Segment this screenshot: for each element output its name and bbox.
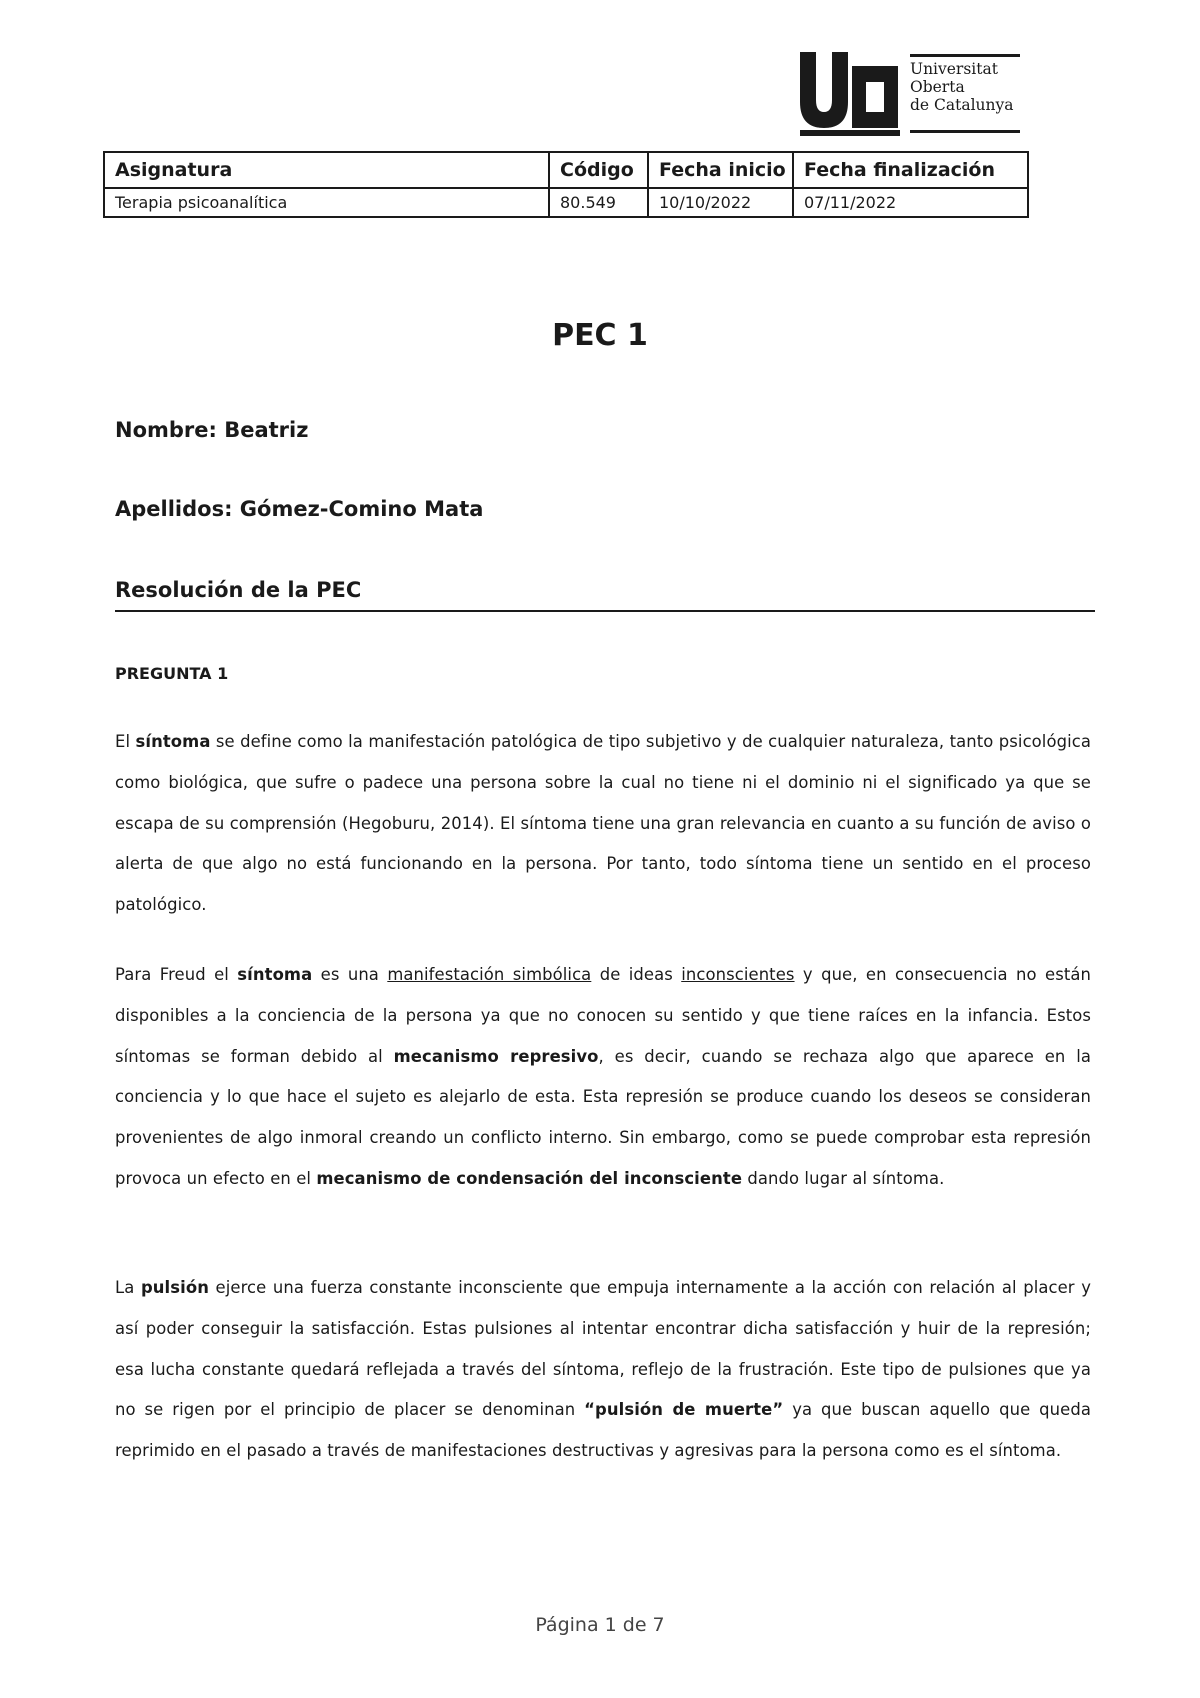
paragraph-1 xyxy=(115,722,1091,926)
cell-fecha-finalizacion: 07/11/2022 xyxy=(793,188,1028,217)
p3-bold-pulsion-muerte: “pulsión de muerte” xyxy=(584,1400,784,1420)
uoc-logo-mark xyxy=(800,52,900,136)
p1-bold-sintoma: síntoma xyxy=(135,732,211,751)
section-heading: Resolución de la PEC xyxy=(115,578,1095,612)
logo-line-3: de Catalunya xyxy=(910,96,1014,114)
question-label: PREGUNTA 1 xyxy=(115,664,229,683)
p3-text-c: ejerce una fuerza constante inconsciente que empuja internamente a la acción con relación al placer y así poder conseguir la satisfacción. Estas pulsiones al intentar encontrar dicha satisfacción y huir de la represión; esa lucha constante quedará reflejada a través del síntoma, reflejo de la frustración. Este tipo de pulsiones que ya no se rigen por el principio de placer se denominan xyxy=(115,1278,1092,1420)
paragraph-2 xyxy=(115,955,1091,1200)
document-title: PEC 1 xyxy=(552,318,648,353)
header-codigo: Código xyxy=(549,152,648,188)
p2-bold-mecanismo-represivo: mecanismo represivo xyxy=(393,1046,599,1066)
uoc-logo xyxy=(800,52,1020,136)
logo-line-1: Universitat xyxy=(910,60,998,78)
p1-text-c: se define como la manifestación patológica de tipo subjetivo y de cualquier naturaleza, tanto psicológica como biológica, que sufre o padece una persona sobre la cual no tiene ni el dominio ni el significado ya que se escapa de su comprensión (Hegoburu, 2014). El síntoma tiene una gran relevancia en cuanto a su función de aviso o alerta de que algo no está funcionando en la persona. Por tanto, todo síntoma tiene un sentido en el proceso patológico. xyxy=(115,732,1092,915)
paragraph-3 xyxy=(115,1268,1091,1472)
p2-text-i: , es decir, cuando se rechaza algo que aparece en la conciencia y lo que hace el sujeto es alejarlo de esta. Esta represión se produce cuando los deseos se consideran provenientes de algo inmoral creando un conflicto interno. Sin embargo, como se puede comprobar esta represión provoca un efecto en el xyxy=(115,1046,1092,1188)
cell-fecha-inicio: 10/10/2022 xyxy=(648,188,793,217)
course-info-table xyxy=(103,151,1029,218)
cell-asignatura: Terapia psicoanalítica xyxy=(104,188,549,217)
logo-rule-top xyxy=(910,54,1020,57)
logo-rule-bottom xyxy=(910,130,1020,133)
p2-text-a: Para Freud el xyxy=(115,965,238,984)
p2-text-c: es una xyxy=(312,965,388,984)
course-table-row xyxy=(104,188,1028,217)
p3-bold-pulsion: pulsión xyxy=(140,1278,209,1297)
course-table-header-row xyxy=(104,152,1028,188)
p2-text-e: de ideas xyxy=(591,965,682,984)
header-fecha-inicio: Fecha inicio xyxy=(648,152,793,188)
p2-text-g: y que, en consecuencia no están disponibles a la conciencia de la persona ya que no conocen su sentido y que tiene raíces en la infancia. Estos síntomas se forman debido al xyxy=(115,965,1092,1066)
header-asignatura: Asignatura xyxy=(104,152,549,188)
cell-codigo: 80.549 xyxy=(549,188,648,217)
p2-underline-manifestacion: manifestación simbólica xyxy=(387,965,592,984)
p2-underline-inconscientes: inconscientes xyxy=(681,965,795,984)
p1-text-a: El xyxy=(115,732,136,751)
student-surname: Apellidos: Gómez-Comino Mata xyxy=(115,497,484,521)
p2-text-k: dando lugar al síntoma. xyxy=(742,1168,945,1188)
p3-text-a: La xyxy=(115,1278,141,1297)
logo-text xyxy=(910,60,1020,114)
p2-bold-mecanismo-condensacion: mecanismo de condensación del inconsciente xyxy=(316,1168,743,1188)
p3-text-e: ya que buscan aquello que queda reprimido en el pasado a través de manifestaciones destructivas y agresivas para la persona como es el síntoma. xyxy=(115,1400,1091,1461)
logo-line-2: Oberta xyxy=(910,78,965,96)
page-footer: Página 1 de 7 xyxy=(535,1614,665,1636)
header-fecha-finalizacion: Fecha finalización xyxy=(793,152,1028,188)
student-name: Nombre: Beatriz xyxy=(115,418,309,442)
p2-bold-sintoma: síntoma xyxy=(237,965,313,984)
